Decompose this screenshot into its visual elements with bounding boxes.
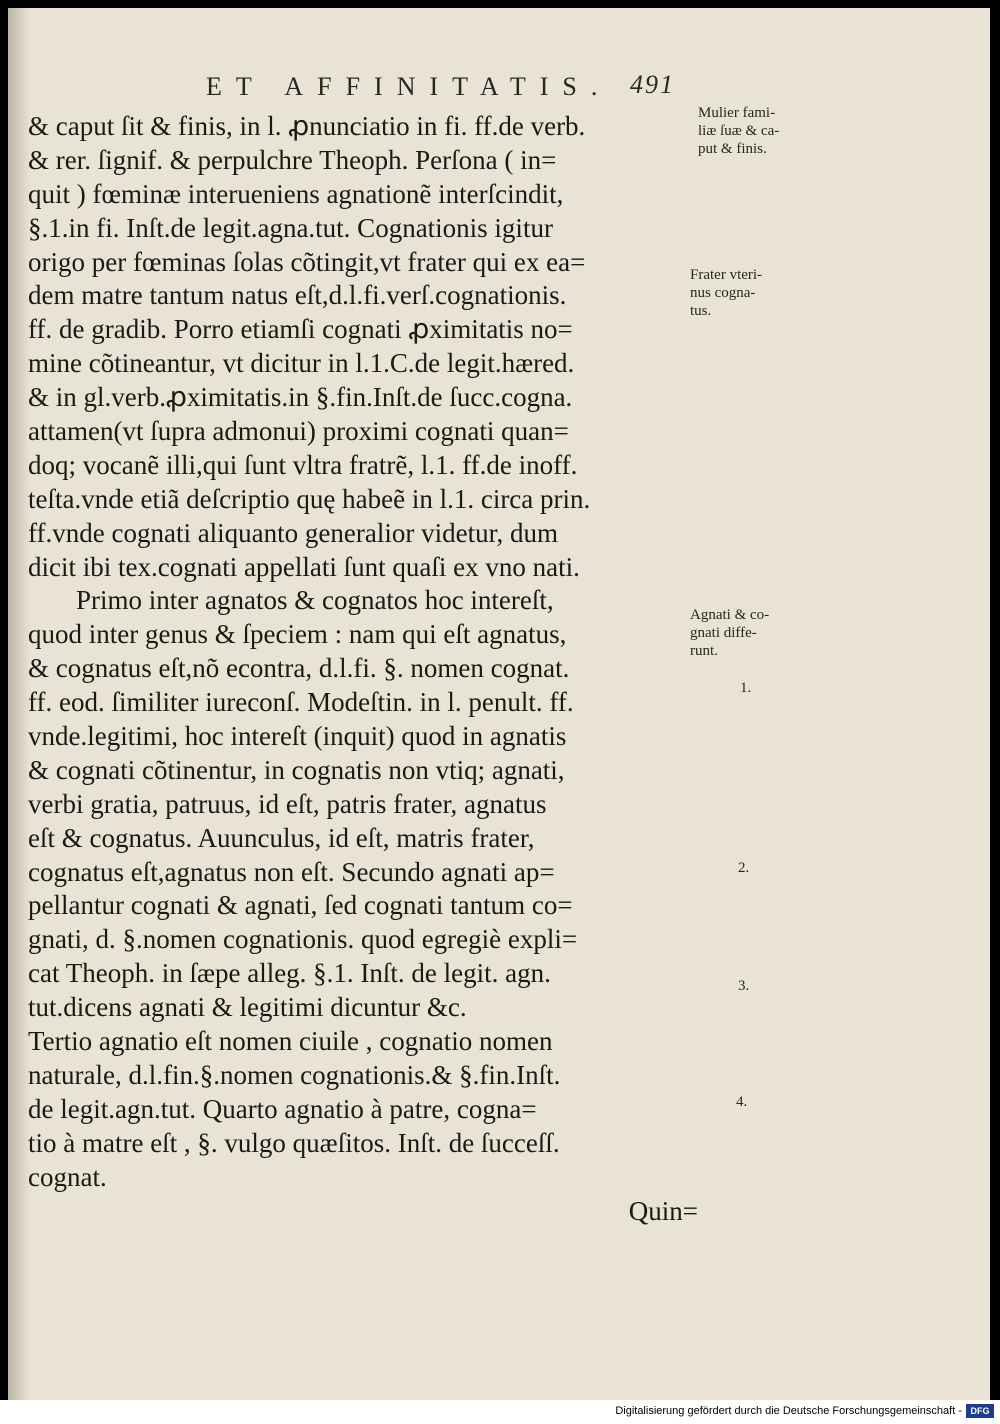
dfg-logo: DFG (966, 1404, 994, 1418)
text-line: §.1.in fi. Inſt.de legit.agna.tut. Cognationis igitur (28, 212, 553, 243)
text-line: dicit ibi tex.cognati appellati ſunt quaſi ex vno nati. (28, 551, 580, 582)
text-line: dem matre tantum natus eſt,d.l.fi.verſ.cognationis. (28, 280, 567, 311)
text-line: ff.vnde cognati aliquanto generalior videtur, dum (28, 517, 559, 548)
text-line-paragraph-start: Primo inter agnatos & cognatos hoc intereſt, (76, 585, 554, 616)
text-line: cognatus eſt,agnatus non eſt. Secundo agnati ap= (28, 856, 555, 887)
marginal-note-line: runt. (690, 643, 718, 659)
page-gutter (8, 8, 30, 1400)
catchword: Quin= (628, 1195, 698, 1226)
text-line: naturale, d.l.fin.§.nomen cognationis.& §.fin.Inſt. (28, 1059, 561, 1090)
text-line: tio à matre eſt , §. vulgo quæſitos. Inſt. de ſucceſſ. (28, 1127, 560, 1158)
text-line: de legit.agn.tut. Quarto agnatio à patre, cogna= (28, 1093, 537, 1124)
marginal-note-line: Frater vteri- (690, 267, 763, 283)
footer-bar (0, 1400, 1000, 1424)
marginal-note-line: Agnati & co- (690, 607, 770, 623)
marginal-note (690, 266, 762, 320)
text-line: quod inter genus & ſpeciem : nam qui eſt agnatus, (28, 619, 567, 650)
book-page (8, 8, 990, 1400)
text-line: cognat. (28, 1161, 107, 1192)
margin-number: 2. (738, 860, 750, 876)
text-line: doq; vocanẽ illi,qui ſunt vltra fratrẽ, l.1. ff.de inoff. (28, 449, 578, 480)
text-line: vnde.legitimi, hoc intereſt (inquit) quod in agnatis (28, 721, 567, 752)
margin-number: 1. (740, 680, 752, 696)
marginal-note-line: liæ ſuæ & ca- (698, 123, 780, 139)
marginal-note-line: nus cogna- (690, 285, 756, 301)
marginal-note-line: Mulier fami- (698, 105, 776, 121)
text-line: Tertio agnatio eſt nomen ciuile , cognatio nomen (28, 1026, 553, 1057)
marginal-note (698, 104, 779, 158)
text-line: quit ) fœminæ interueniens agnationẽ interſcindit, (28, 178, 564, 209)
text-line: tut.dicens agnati & legitimi dicuntur &c. (28, 992, 467, 1023)
text-line: & in gl.verb.ꝓximitatis.in §.fin.Inſt.de ſucc.cogna. (28, 382, 573, 413)
text-line: & caput ſit & finis, in l. ꝓnunciatio in fi. ff.de verb. (28, 111, 586, 141)
running-header (206, 68, 706, 108)
marginal-note-line: tus. (690, 303, 712, 319)
text-line: mine cõtineantur, vt dicitur in l.1.C.de legit.hæred. (28, 348, 575, 379)
text-line: ff. de gradib. Porro etiamſi cognati ꝓximitatis no= (28, 314, 573, 345)
marginal-note-line: gnati diffe- (690, 625, 757, 641)
text-line: gnati, d. §.nomen cognationis. quod egregiè expli= (28, 924, 578, 955)
margin-number: 3. (738, 978, 750, 994)
text-line: cat Theoph. in ſæpe alleg. §.1. Inſt. de legit. agn. (28, 958, 551, 989)
text-line: pellantur cognati & agnati, ſed cognati tantum co= (28, 890, 573, 921)
funding-notice: Digitalisierung gefördert durch die Deutsche Forschungsgemeinschaft - (615, 1405, 962, 1417)
running-title: ET AFFINITATIS. (206, 72, 612, 101)
text-line: attamen(vt ſupra admonui) proximi cognati quan= (28, 416, 569, 447)
text-line: teſta.vnde etiã deſcriptio quę habeẽ in l.1. circa prin. (28, 483, 591, 514)
main-text-block (28, 110, 698, 1228)
marginal-note (690, 606, 769, 660)
text-line: & cognati cõtinentur, in cognatis non vtiq; agnati, (28, 754, 565, 785)
text-line: & rer. ſignif. & perpulchre Theoph. Perſona ( in= (28, 144, 557, 175)
margin-number: 4. (736, 1094, 748, 1110)
page-number: 491 (630, 70, 675, 99)
text-line: & cognatus eſt,nõ econtra, d.l.fi. §. nomen cognat. (28, 653, 570, 684)
text-line: eſt & cognatus. Auunculus, id eſt, matris frater, (28, 822, 535, 853)
marginal-note-line: put & finis. (698, 141, 767, 157)
text-line: verbi gratia, patruus, id eſt, patris frater, agnatus (28, 788, 547, 819)
text-line: origo per fœminas ſolas cõtingit,vt frater qui ex ea= (28, 246, 586, 277)
text-line: ff. eod. ſimiliter iureconſ. Modeſtin. in l. penult. ff. (28, 687, 574, 718)
